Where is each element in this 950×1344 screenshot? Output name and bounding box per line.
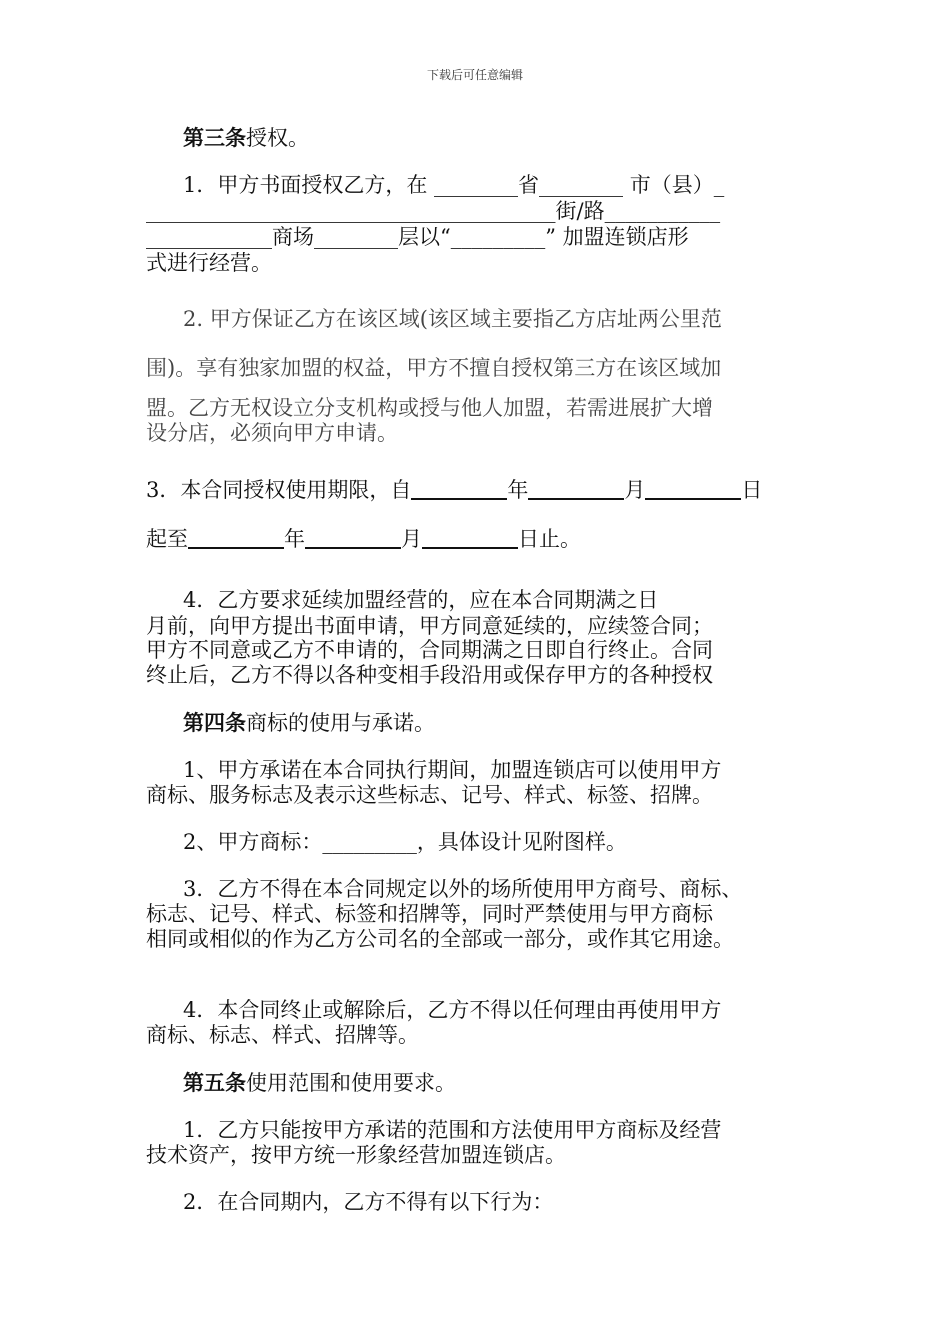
a5-p1-line2: 技术资产，按甲方统一形象经营加盟连锁店。 [146, 1143, 566, 1167]
article-3-title: 授权。 [246, 126, 309, 150]
article-3-number: 第三条 [183, 125, 246, 150]
a3-p3-line1 [146, 478, 762, 502]
term-end-label: 起至 [146, 527, 188, 551]
a3-p2-line2: 围)。享有独家加盟的权益，甲方不擅自授权第三方在该区域加 [146, 356, 722, 380]
a3-p4-line2: 月前，向甲方提出书面申请，甲方同意延续的，应续签合同； [146, 614, 713, 638]
a3-p1-line4: 式进行经营。 [146, 251, 272, 275]
a3-p4-line4: 终止后，乙方不得以各种变相手段沿用或保存甲方的各种授权 [146, 663, 713, 687]
day-label: 日 [741, 478, 763, 502]
a3-p1-line3: ____________商场________层以“_________” 加盟连锁店形 [146, 225, 689, 249]
a3-p2-line3: 盟。乙方无权设立分支机构或授与他人加盟，若需进展扩大增 [146, 396, 713, 420]
year-label: 年 [284, 527, 305, 551]
start-year-blank [411, 478, 507, 500]
end-year-blank [188, 527, 284, 549]
month-label: 月 [624, 478, 646, 502]
a5-p1-line1: 1．乙方只能按甲方承诺的范围和方法使用甲方商标及经营 [183, 1118, 722, 1142]
end-month-blank [305, 527, 401, 549]
a5-p2: 2．在合同期内，乙方不得有以下行为： [183, 1190, 554, 1214]
start-day-blank [645, 478, 741, 500]
a4-p3-line3: 相同或相似的作为乙方公司名的全部或一部分，或作其它用途。 [146, 927, 734, 951]
article-3-heading [183, 126, 309, 150]
a3-p1-line2: _______________________________________街/路___________ [146, 199, 721, 223]
a3-p2-line1: 2. 甲方保证乙方在该区域(该区域主要指乙方店址两公里范 [183, 307, 722, 331]
a4-p3-line2: 标志、记号、样式、标签和招牌等，同时严禁使用与甲方商标 [146, 902, 713, 926]
a3-p4-line3: 甲方不同意或乙方不申请的，合同期满之日即自行终止。合同 [146, 638, 713, 662]
day-end-label: 日止。 [518, 527, 581, 551]
article-5-title: 使用范围和使用要求。 [246, 1071, 456, 1095]
article-5-heading [183, 1071, 456, 1095]
a4-p2: 2、甲方商标：_________，具体设计见附图样。 [183, 830, 627, 854]
article-4-number: 第四条 [183, 710, 246, 735]
a3-p4-line1: 4．乙方要求延续加盟经营的，应在本合同期满之日 [183, 588, 659, 612]
page-header: 下载后可任意编辑 [426, 68, 523, 82]
a4-p4-line1: 4．本合同终止或解除后，乙方不得以任何理由再使用甲方 [183, 998, 722, 1022]
article-4-title: 商标的使用与承诺。 [246, 711, 435, 735]
a3-p1-line1: 1．甲方书面授权乙方，在 ________省________ 市（县）_ [183, 173, 725, 197]
month-label: 月 [401, 527, 422, 551]
a4-p4-line2: 商标、标志、样式、招牌等。 [146, 1023, 419, 1047]
a4-p1-line2: 商标、服务标志及表示这些标志、记号、样式、标签、招牌。 [146, 783, 713, 807]
a3-p2-line4: 设分店，必须向甲方申请。 [146, 421, 398, 445]
a4-p1-line1: 1、甲方承诺在本合同执行期间，加盟连锁店可以使用甲方 [183, 758, 722, 782]
start-month-blank [528, 478, 624, 500]
term-start-label: 3．本合同授权使用期限，自 [146, 478, 412, 502]
end-day-blank [422, 527, 518, 549]
year-label: 年 [507, 478, 529, 502]
a3-p3-line2 [146, 527, 581, 551]
a4-p3-line1: 3．乙方不得在本合同规定以外的场所使用甲方商号、商标、 [183, 877, 743, 901]
article-5-number: 第五条 [183, 1070, 246, 1095]
article-4-heading [183, 711, 435, 735]
